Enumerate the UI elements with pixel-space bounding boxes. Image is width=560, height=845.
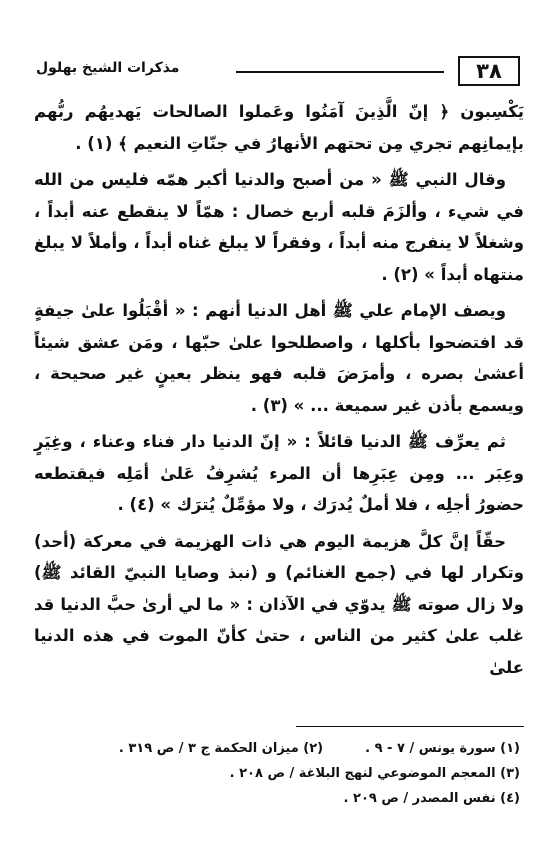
running-title: مذكرات الشيخ بهلول [36,60,180,76]
paragraph: ثم يعرِّف ﷺ الدنيا قائلاً : « إنّ الدنيا دار فناء وعناء ، وغِيَرٍ وعِبَر ... ومِن عِبَرِها أن المرء يُشرِفُ عَلىٰ أمَلِه فيقتطعه حضورُ أجلِه ، فلا أملٌ يُدرَك ، ولا مؤمِّلٌ يُترَك » (٤) . [34,432,524,514]
paragraph: وقال النبي ﷺ « من أصبح والدنيا أكبر همّه فليس من الله في شيء ، وألزَمَ قلبه أربع خصال : همّاً لا ينقطع عنه أبداً ، وشغلاً لا ينفرج منه أبداً ، وفقراً لا يبلغ غناه أبداً ، وأملاً لا يبلغ منتهاه أبداً » (٢) . [34,170,524,284]
footnotes [34,736,520,811]
footnote-4: (٤) نفس المصدر / ص ٢٠٩ . [343,791,520,806]
header-rule [236,71,444,73]
footnote-2: (٢) ميزان الحكمة ج ٣ / ص ٣١٩ . [118,741,324,756]
page-number: ٣٨ [458,56,520,86]
footnote-3: (٣) المعجم الموضوعي لنهج البلاغة / ص ٢٠٨ . [229,766,520,781]
paragraph: ويصف الإمام علي ﷺ أهل الدنيا أنهم : « أقْبَلُوا علىٰ جيفةٍ قد افتضحوا بأكلها ، واصطلحوا علىٰ حبّها ، ومَن عشق شيئاً أعشىٰ بصره ، وأمرَضَ قلبه فهو ينظر بعينٍ غير صحيحة ، ويسمع بأذن غير سميعة ... » (٣) . [34,301,524,415]
paragraph: حقّاً إنَّ كلَّ هزيمة اليوم هي ذات الهزيمة في معركة (أحد) وتكرار لها في (جمع الغنائم) و (نبذ وصايا النبيّ القائد ﷺ) ولا زال صوته ﷺ يدوّي في الآذان : « ما لي أرىٰ حبَّ الدنيا قد غلب علىٰ كثير من الناس ، حتىٰ كأنّ الموت في هذه الدنيا علىٰ [34,531,524,677]
body-text [34,96,524,688]
paragraph: يَكْسِبون ﴿ إنّ الَّذِينَ آمَنُوا وعَملوا الصالحات يَهديهُم ربُّهم بإيمانِهم تجري مِن تحتهم الأنهارُ في جنّاتِ النعيم ﴾ (١) . [34,102,524,153]
running-header [36,56,520,92]
footnote-row [34,736,520,761]
footnote-1: (١) سورة يونس / ٧ - ٩ . [365,741,520,756]
footnote-rule [296,726,524,727]
